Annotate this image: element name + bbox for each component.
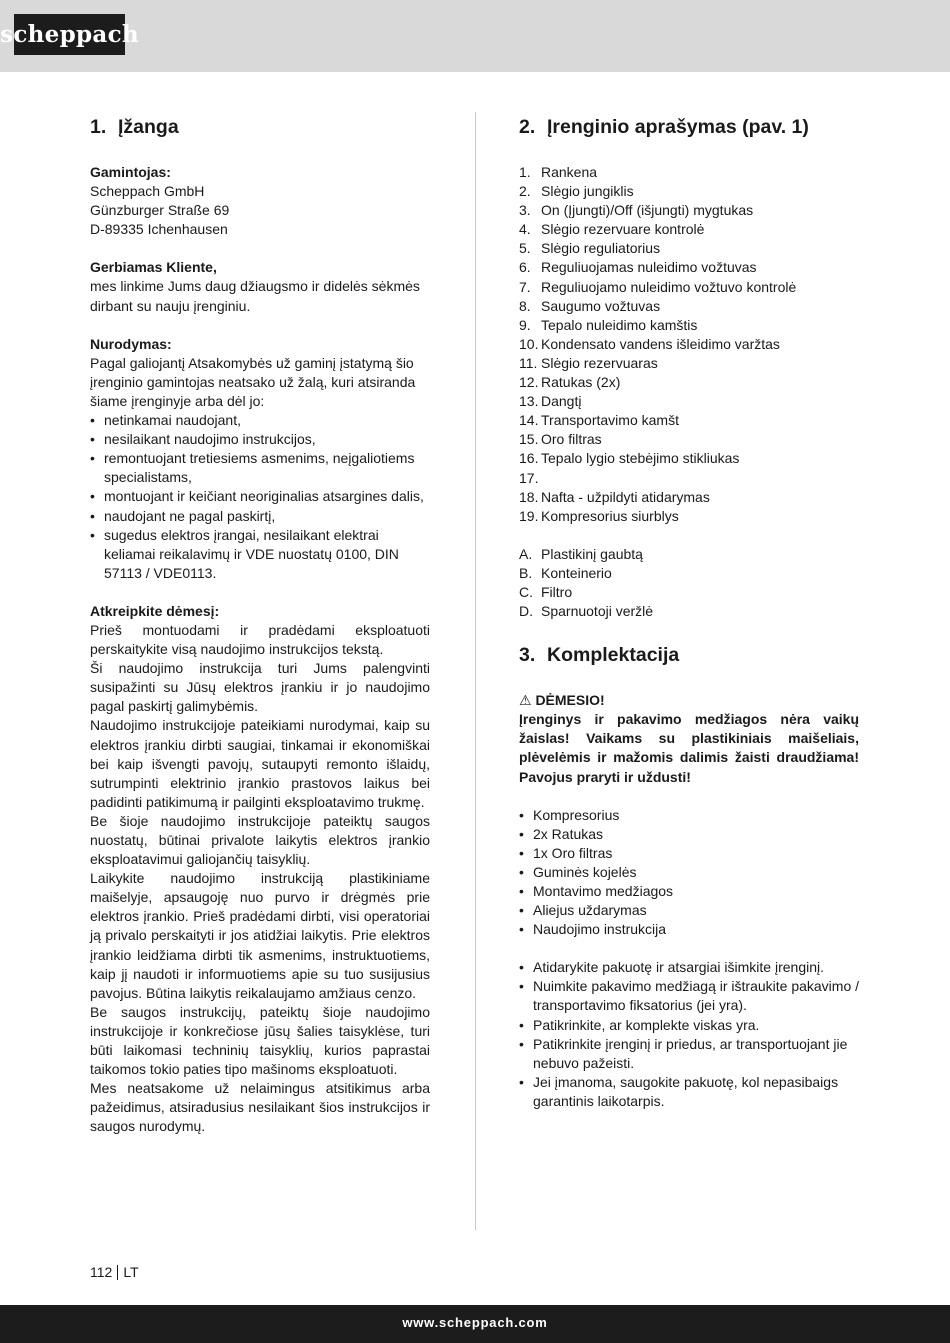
attention-paragraph: Be saugos instrukcijų, pateiktų šioje naudojimo instrukcijoje ir konkrečiose jūsų šalies taisyklėse, turi būti laikomasi techninių taisyklių, kurios paprastai taikomos tokio paties tipo mašinoms eksploatuoti. (90, 1003, 430, 1078)
left-column (90, 112, 430, 1156)
list-item (519, 373, 859, 392)
item-number: 8. (519, 297, 531, 314)
parts-list (519, 163, 859, 526)
item-text: Slėgio rezervuare kontrolė (541, 221, 705, 238)
customer-text: mes linkime Jums daug džiaugsmo ir didelės sėkmės dirbant su nauju įrenginiu. (90, 278, 420, 314)
item-number: 6. (519, 259, 531, 276)
list-item: • sugedus elektros įrangai, nesilaikant elektrai keliamai reikalavimų ir VDE nuostatų 0100, DIN 57113 / VDE0113. (90, 526, 430, 583)
item-letter: B. (519, 564, 533, 581)
list-item: • nesilaikant naudojimo instrukcijos, (90, 430, 430, 449)
item-number: 19. (519, 507, 539, 524)
list-item (519, 564, 859, 583)
list-item: • remontuojant tretiesiems asmenims, neįgaliotiems specialistams, (90, 449, 430, 487)
item-number: 9. (519, 316, 531, 333)
list-item (519, 297, 859, 316)
list-item: • 2x Ratukas (519, 825, 859, 844)
website-link[interactable]: www.scheppach.com (402, 1315, 548, 1330)
item-text: Tepalo nuleidimo kamštis (541, 316, 698, 333)
page-number-footer (90, 1264, 139, 1280)
parts-alpha-list (519, 545, 859, 621)
list-item: • montuojant ir keičiant neoriginalias atsargines dalis, (90, 487, 430, 506)
item-text: Konteinerio (541, 564, 612, 581)
parts-list-block (519, 163, 859, 526)
manufacturer-block (90, 163, 430, 239)
list-item: • Kompresorius (519, 806, 859, 825)
customer-label: Gerbiamas Kliente, (90, 259, 217, 276)
item-text: Nafta - užpildyti atidarymas (541, 488, 710, 505)
item-text: Reguliuojamo nuleidimo vožtuvo kontrolė (541, 278, 797, 295)
item-number: 10. (519, 335, 539, 352)
item-number: 12. (519, 374, 539, 391)
list-item: • Naudojimo instrukcija (519, 920, 859, 939)
item-number: 15. (519, 431, 539, 448)
kit-items-block (519, 806, 859, 940)
list-item (519, 469, 859, 488)
language-code: LT (123, 1264, 139, 1280)
manufacturer-label: Gamintojas: (90, 164, 171, 180)
section-title: Įrenginio aprašymas (pav. 1) (547, 116, 809, 138)
item-number: 1. (519, 164, 531, 180)
item-letter: C. (519, 583, 533, 600)
list-item: • Jei įmanoma, saugokite pakuotę, kol nepasibaigs garantinis laikotarpis. (519, 1073, 859, 1111)
list-item (519, 182, 859, 201)
item-text: Dangtį (541, 393, 582, 410)
page-number: 112 (90, 1264, 113, 1280)
item-number: 13. (519, 393, 539, 410)
list-item (519, 507, 859, 526)
unpacking-steps-block (519, 958, 859, 1111)
list-item (519, 354, 859, 373)
note-text: Pagal galiojantį Atsakomybės už gaminį įstatymą šio įrenginio gamintojas neatsako už žalą, kuri atsiranda šiame įrenginyje arba dėl jo: (90, 354, 416, 409)
list-item (519, 583, 859, 602)
list-item: • Nuimkite pakavimo medžiagą ir ištraukite pakavimo / transportavimo fiksatorius (jei yra). (519, 977, 859, 1015)
manufacturer-line: D-89335 Ichenhausen (90, 221, 228, 238)
item-number: 4. (519, 221, 531, 238)
list-item: • Guminės kojelės (519, 863, 859, 882)
list-item (519, 488, 859, 507)
list-item: • naudojant ne pagal paskirtį, (90, 507, 430, 526)
item-text: Oro filtras (541, 431, 602, 448)
item-text: Saugumo vožtuvas (541, 297, 661, 314)
list-item (519, 335, 859, 354)
item-number: 18. (519, 488, 539, 505)
list-item: • netinkamai naudojant, (90, 411, 430, 430)
scheppach-logo: scheppach (14, 14, 125, 55)
item-number: 11. (519, 354, 538, 371)
item-text: Ratukas (2x) (541, 374, 621, 391)
section-title: Komplektacija (547, 644, 680, 667)
list-item: • Aliejus uždarymas (519, 901, 859, 920)
item-number: 7. (519, 278, 531, 295)
section-number: 2. (519, 116, 536, 138)
list-item (519, 602, 859, 621)
item-text: On (Įjungti)/Off (išjungti) mygtukas (541, 202, 754, 219)
list-item: • Patikrinkite įrenginį ir priedus, ar transportuojant jie nebuvo pažeisti. (519, 1035, 859, 1073)
column-divider (475, 112, 476, 1230)
list-item (519, 201, 859, 220)
attention-paragraph: Ši naudojimo instrukcija turi Jums palengvinti susipažinti su Jūsų elektros įrankiu ir jo naudojimo pagal paskirtį galimybėmis. (90, 660, 430, 715)
item-text: Filtro (541, 583, 573, 600)
list-item (519, 220, 859, 239)
warning-title: ⚠ DĖMESIO! (519, 692, 605, 709)
item-text: Plastikinį gaubtą (541, 545, 643, 562)
list-item (519, 449, 859, 468)
note-block (90, 335, 430, 583)
list-item (519, 316, 859, 335)
list-item (519, 545, 859, 564)
attention-paragraph: Mes neatsakome už nelaimingus atsitikimus arba pažeidimus, atsiradusius nesilaikant šios instrukcijos ir saugos nurodymų. (90, 1080, 430, 1135)
attention-label: Atkreipkite dėmesį: (90, 602, 220, 619)
section-number: 1. (90, 116, 107, 138)
list-item (519, 239, 859, 258)
item-number: 16. (519, 450, 539, 467)
attention-paragraph: Laikykite naudojimo instrukciją plastikiniame maišelyje, apsaugoję nuo purvo ir drėgmės prie elektros įrankio. Prieš pradėdami dirbti, visi operatoriai ją privalo perskaityti ir jos atidžiai laikytis. Prie elektros įrankio leidžiama dirbti tik asmenims, instruktuotiems, kaip jį naudoti ir informuotiems apie su tuo susijusius pavojus. Būtina laikytis reikalaujamo amžiaus cenzo. (90, 870, 430, 1001)
item-text: Slėgio jungiklis (541, 183, 634, 200)
note-list (90, 411, 430, 583)
attention-paragraph: Prieš montuodami ir pradėdami eksploatuoti perskaitykite visą naudojimo instrukcijos tekstą. (90, 621, 430, 658)
item-text: Transportavimo kamšt (541, 412, 679, 429)
item-text: Kompresorius siurblys (541, 507, 679, 524)
attention-paragraph: Be šioje naudojimo instrukcijoje pateiktų saugos nuostatų, būtinai privalote laikytis elektros įrankio eksploatavimui galiojančių taisyklių. (90, 812, 430, 868)
item-number: 14. (519, 412, 539, 429)
customer-greeting-block (90, 258, 430, 315)
item-text: Reguliuojamas nuleidimo vožtuvas (541, 259, 757, 276)
warning-block (519, 691, 859, 786)
item-letter: A. (519, 545, 533, 562)
item-number: 2. (519, 183, 531, 200)
section-title: Įžanga (118, 116, 179, 138)
parts-alpha-block (519, 545, 859, 621)
unpacking-steps-list (519, 958, 859, 1111)
list-item (519, 258, 859, 277)
section-number: 3. (519, 644, 536, 667)
attention-paragraph: Naudojimo instrukcijoje pateikiami nurodymai, kaip su elektros įrankiu dirbti saugiai, tinkamai ir ekonomiškai bei kaip išvengti pavojų, sutaupyti remonto išlaidų, sutrumpinti elektrinio įrankio prastovos laikus bei padidinti patikimumą ir pailginti eksploatavimo trukmę. (90, 717, 430, 810)
list-item: • Patikrinkite, ar komplekte viskas yra. (519, 1016, 859, 1035)
right-column (519, 112, 859, 1130)
list-item (519, 411, 859, 430)
warning-text: Įrenginys ir pakavimo medžiagos nėra vaikų žaislas! Vaikams su plastikiniais maišeliais, plėvelėmis ir mažomis dalimis žaisti draudžiama! Pavojus praryti ir uždusti! (519, 711, 859, 785)
footer-bar (0, 1305, 950, 1343)
item-number: 5. (519, 240, 531, 257)
item-text: Slėgio reguliatorius (541, 240, 661, 257)
list-item (519, 430, 859, 449)
kit-items-list (519, 806, 859, 940)
list-item (519, 392, 859, 411)
item-text: Rankena (541, 164, 598, 180)
manufacturer-line: Günzburger Straße 69 (90, 202, 230, 219)
section-heading-introduction (90, 112, 430, 142)
note-label: Nurodymas: (90, 335, 172, 352)
item-number: 17. (519, 469, 539, 486)
item-number: 3. (519, 202, 531, 219)
list-item (519, 278, 859, 297)
section-heading-contents (519, 640, 859, 670)
manufacturer-line: Scheppach GmbH (90, 183, 205, 200)
item-letter: D. (519, 603, 533, 620)
item-text: Tepalo lygio stebėjimo stikliukas (541, 450, 740, 467)
list-item: • Montavimo medžiagos (519, 882, 859, 901)
attention-block (90, 602, 430, 1137)
list-item (519, 163, 859, 182)
item-text: Slėgio rezervuaras (541, 354, 658, 371)
section-heading-description (519, 112, 859, 142)
item-text: Sparnuotoji veržlė (541, 603, 654, 620)
item-text: Kondensato vandens išleidimo varžtas (541, 335, 780, 352)
list-item: • 1x Oro filtras (519, 844, 859, 863)
list-item: • Atidarykite pakuotę ir atsargiai išimkite įrenginį. (519, 958, 859, 977)
footer-separator (117, 1265, 118, 1280)
header-bar (0, 0, 950, 72)
